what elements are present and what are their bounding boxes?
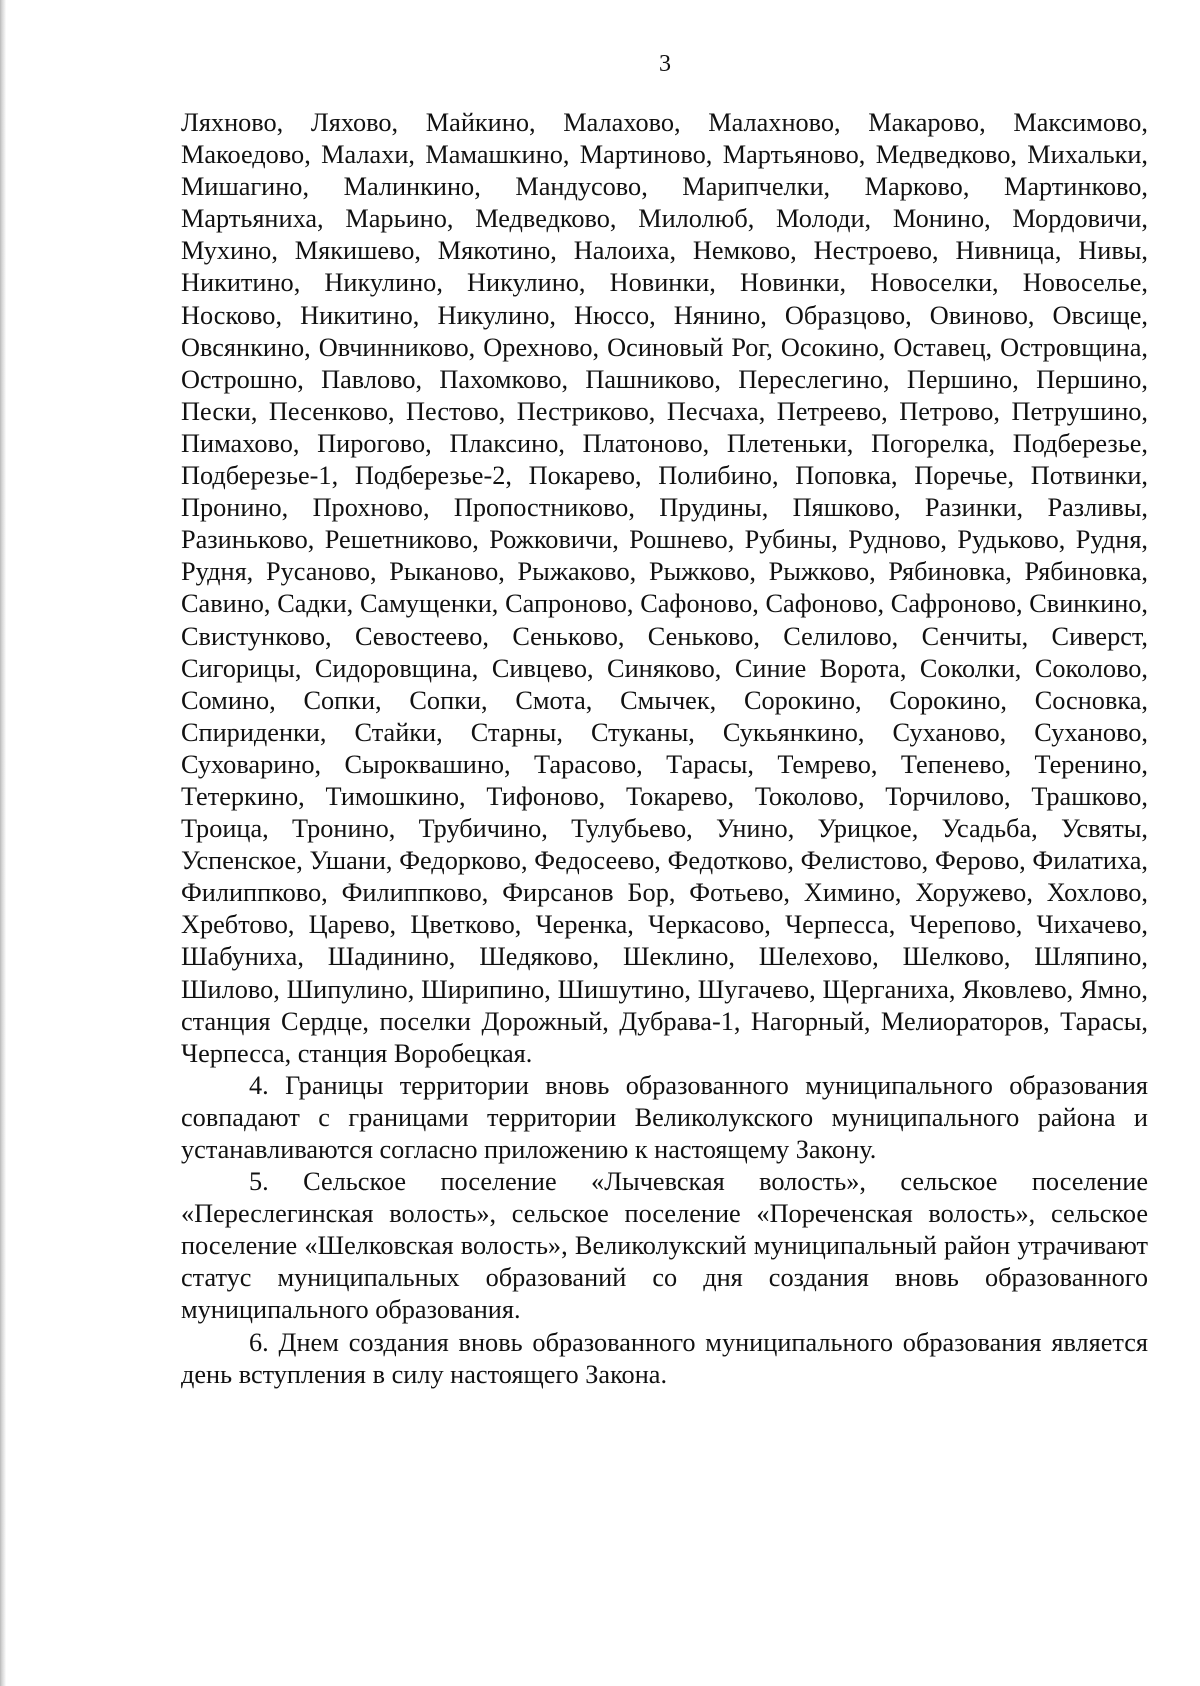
document-body xyxy=(181,107,1148,1391)
paragraph-item-5: 5. Сельское поселение «Лычевская волость», сельское поселение «Переслегинская волость», сельское поселение «Пореченская волость», сельское поселение «Шелковская волость», Великолукский муниципальный район утрачивают статус муниципальных образований со дня создания вновь образованного муниципального образования. xyxy=(181,1167,1148,1325)
paragraph-item-6: 6. Днем создания вновь образованного муниципального образования является день вступления в силу настоящего Закона. xyxy=(181,1327,1148,1389)
paragraph-item-4: 4. Границы территории вновь образованного муниципального образования совпадают с границами территории Великолукского муниципального района и устанавливаются согласно приложению к настоящему Закону. xyxy=(181,1070,1148,1164)
page-number: 3 xyxy=(659,51,671,77)
settlement-list-paragraph: Ляхново, Ляхово, Майкино, Малахово, Малахново, Макарово, Максимово, Макоедово, Малахи, Мамашкино, Мартиново, Мартьяново, Медведково, Михальки, Мишагино, Малинкино, Мандусово, Марипчелки, Марково, Мартинково, Мартьяниха, Марьино, Медведково, Милолюб, Молоди, Монино, Мордовичи, Мухино, Мякишево, Мякотино, Налоиха, Немково, Нестроево, Нивница, Нивы, Никитино, Никулино, Никулино, Новинки, Новинки, Новоселки, Новоселье, Носково, Никитино, Никулино, Нюссо, Нянино, Образцово, Овиново, Овсище, Овсянкино, Овчинниково, Орехново, Осиновый Рог, Осокино, Оставец, Островщина, Острошно, Павлово, Пахомково, Пашниково, Переслегино, Першино, Першино, Пески, Песенково, Пестово, Пестриково, Песчаха, Петреево, Петрово, Петрушино, Пимахово, Пирогово, Плаксино, Платоново, Плетеньки, Погорелка, Подберезье, Подберезье-1, Подберезье-2, Покарево, Полибино, Поповка, Поречье, Потвинки, Пронино, Прохново, Пропостниково, Прудины, Пяшково, Разинки, Разливы, Разиньково, Решетниково, Рожковичи, Рошнево, Рубины, Руднoво, Рудьково, Рудня, Рудня, Русаново, Рыканово, Рыжаково, Рыжково, Рыжково, Рябиновка, Рябиновка, Савино, Садки, Самущенки, Сапроново, Сафоново, Сафоново, Сафроново, Свинкино, Свистунково, Севостеево, Сеньково, Сеньково, Селилово, Сенчиты, Сиверст, Сигорицы, Сидоровщина, Сивцево, Синяково, Синие Ворота, Соколки, Соколово, Сомино, Сопки, Сопки, Смота, Смычек, Сорокино, Сорокино, Сосновка, Спириденки, Стайки, Старны, Стуканы, Сукьянкино, Суханово, Суханово, Суховарино, Сыроквашино, Тарасово, Тарасы, Темрево, Тепенево, Теренино, Тетеркино, Тимошкино, Тифоново, Токарево, Токолово, Торчилово, Трашково, Троица, Тронино, Трубичино, Тулубьево, Унино, Урицкое, Усадьба, Усвяты, Успенское, Ушани, Федорково, Федосеево, Федотково, Фелистово, Ферово, Филатиха, Филиппково, Филиппково, Фирсанов Бор, Фотьево, Химино, Хоружево, Хохлово, Хребтово, Царево, Цветково, Черенка, Черкасово, Черпесса, Черепово, Чихачево, Шабуниха, Шадинино, Шедяково, Шеклино, Шелехово, Шелково, Шляпино, Шилово, Шипулино, Ширипино, Шишутино, Шугачево, Щерганиха, Яковлево, Ямно, станция Сердце, поселки Дорожный, Дубрава-1, Нагорный, Мелиораторов, Тарасы, Черпесса, станция Воробецкая. xyxy=(181,108,1148,1068)
scan-edge-shadow xyxy=(0,0,6,1686)
